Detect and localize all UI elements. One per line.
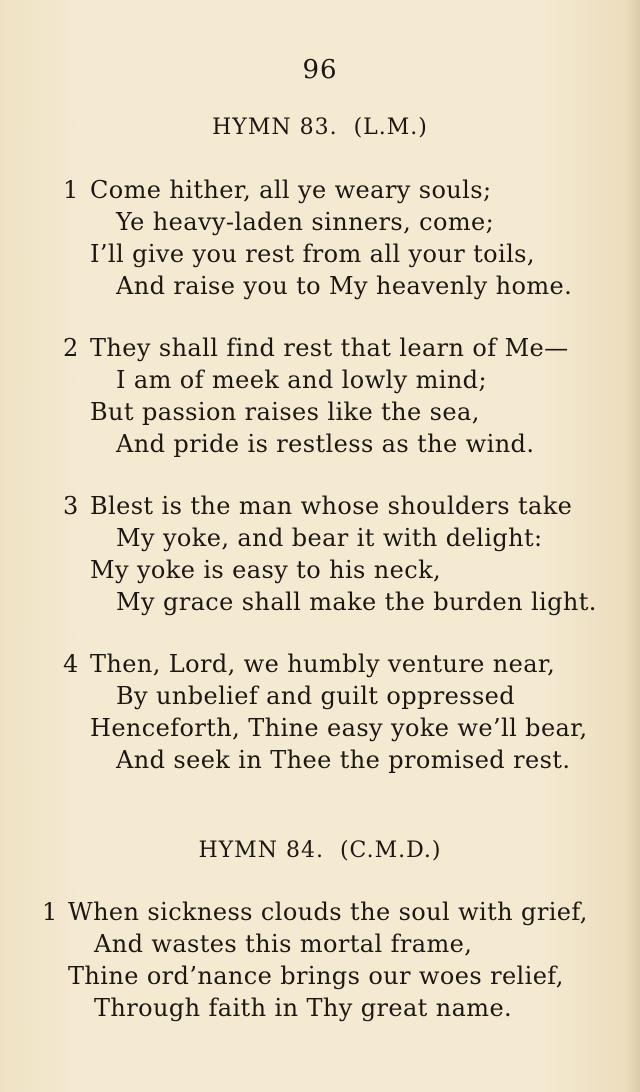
verse-line: I am of meek and lowly mind; [116, 366, 487, 394]
hymn-84-meter: (C.M.D.) [339, 838, 442, 863]
verse-line: By unbelief and guilt oppressed [116, 682, 516, 710]
verse-line: Through faith in Thy great name. [94, 994, 513, 1022]
verse-number: 1 [42, 898, 58, 926]
verse-number: 3 [63, 492, 79, 520]
verse-line: My grace shall make the burden light. [116, 588, 597, 616]
verse-line: And raise you to My heavenly home. [116, 272, 573, 300]
verse-number: 4 [63, 650, 79, 678]
verse-line: Thine ord’nance brings our woes relief, [68, 962, 564, 990]
verse-line: When sickness clouds the soul with grief, [68, 898, 588, 926]
verse-line: Then, Lord, we humbly venture near, [90, 650, 556, 678]
verse-line: Henceforth, Thine easy yoke we’ll bear, [90, 714, 588, 742]
verse-number: 2 [63, 334, 79, 362]
verse-line: Blest is the man whose shoulders take [90, 492, 573, 520]
hymn-83-label: HYMN 83. [212, 115, 338, 140]
hymn-84-label: HYMN 84. [198, 838, 324, 863]
hymn-84-title [0, 838, 640, 863]
verse-line: Come hither, all ye weary souls; [90, 176, 492, 204]
verse-line: And pride is restless as the wind. [116, 430, 535, 458]
verse-line: And wastes this mortal frame, [94, 930, 473, 958]
page-number: 96 [302, 55, 338, 85]
verse-line: My yoke is easy to his neck, [90, 556, 442, 584]
verse-line: Ye heavy-laden sinners, come; [116, 208, 495, 236]
verse-line: They shall find rest that learn of Me— [90, 334, 569, 362]
page-edge-shadow [626, 0, 640, 1092]
verse-line: My yoke, and bear it with delight: [116, 524, 543, 552]
hymn-83-meter: (L.M.) [353, 115, 428, 140]
verse-line: But passion raises like the sea, [90, 398, 480, 426]
hymn-83-title [0, 115, 640, 140]
verse-line: I’ll give you rest from all your toils, [90, 240, 535, 268]
verse-number: 1 [63, 176, 79, 204]
verse-line: And seek in Thee the promised rest. [116, 746, 571, 774]
